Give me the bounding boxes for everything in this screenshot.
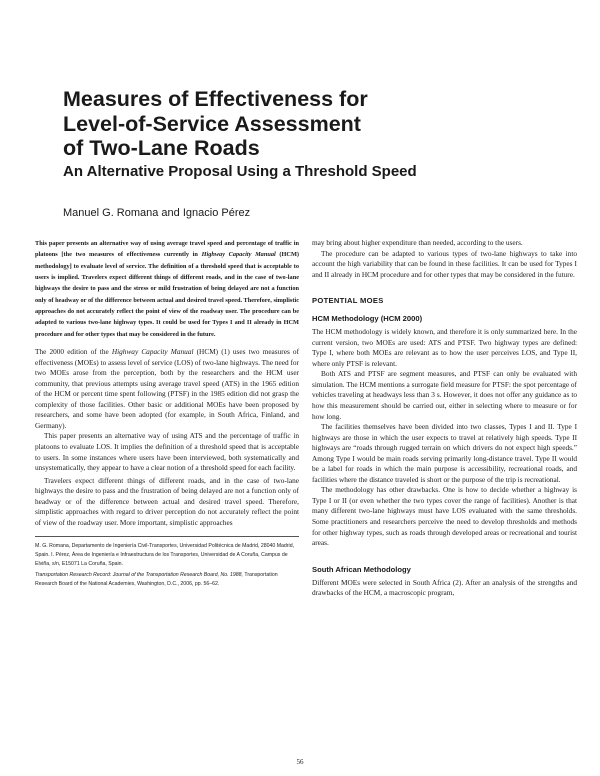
body-paragraph-4: may bring about higher expenditure than needed, according to the users.: [312, 238, 523, 247]
abstract-text-2: (HCM) methodology] to evaluate level of service. The definition of a threshold speed that is acceptable to users is implied. Travelers expect different things of different roads, and in the case of two-lane highways the desire to pass and the stress or mild frustration of being delayed are not a function only of headway or of the difference between actual and desired travel speed. Therefore, simplistic approaches do not accurately reflect the point of view of the roadway user. The procedure can be adapted to various two-lane highway types. It could be used for Types I and II already in HCM procedure and for other types that may be considered in the future.: [35, 251, 299, 338]
body-paragraph-6: The HCM methodology is widely known, and therefore it is only summarized here. In the current version, two MOEs are used: ATS and PTSF. Two highway types are defined: Type I, where both MOEs are relevant as to how the user perceives LOS, and Type II, where only PTSF is relevant.: [312, 327, 577, 368]
paragraph-1-text-1: The 2000 edition of the: [35, 347, 112, 357]
paragraph-1-italic: Highway Capacity Manual: [111, 347, 194, 357]
footnote-divider: [35, 536, 299, 537]
body-paragraph-3: Travelers expect different things of different roads, and in the case of two-lane highways the desire to pass and the frustration of being delayed are not a function only of headway or of the difference between actual and desired travel speed. Therefore, simplistic approaches with regard to driver perception do not accurately reflect the point of view of the roadway user. More important, simplistic approaches: [35, 475, 299, 527]
citation-text: Transportation Research Board of the National Academies, Washington, D.C., 2006, pp. 56–62.: [35, 572, 278, 587]
author-affiliations: M. G. Romana, Departamento de Ingeniería Civil-Transportes, Universidad Politécnica de Madrid, 28040 Madrid, Spain. I. Pérez, Área de Ingeniería e Infraestructura de los Transportes, Universidad de A Coruña, Campus de Elviña, s/n, E15071 La Coruña, Spain.: [35, 543, 295, 567]
subsection-heading-south-africa: South African Methodology: [312, 564, 411, 574]
body-paragraph-8: The facilities themselves have been divided into two classes, Types I and II. Type I highways are those in which the user expects to travel at relatively high speeds. Type II highways are “roads through rugged terrain on which drivers do not expect high speeds.” Among Type I would be main roads serving primarily long-distance travel. Type II would be a label for roads in which the main purpose is accessibility, recreational roads, and facilities where the distance traveled is short or the purpose of the trip is recreational.: [312, 422, 577, 484]
right-column: [312, 238, 577, 599]
abstract: [35, 238, 299, 340]
body-paragraph-5: The procedure can be adapted to various types of two-lane highways to take into account the high variability that can be found in these facilities. It can be used for Types I and II already in HCM procedure and for other types that may be considered in the future.: [312, 248, 577, 279]
paper-title: [63, 87, 483, 161]
body-paragraph-1: [35, 347, 299, 431]
page-number: 56: [296, 758, 304, 766]
paragraph-1-text-2: (HCM) (1) uses two measures of effectiveness (MOEs) to assess level of service (LOS) of two-lane highways. The need for two MOEs arose from the perception, both by the researchers and the HCM user community, that previous attempts using average travel speed (ATS) in the 1965 edition of the HCM or percent time spent following (PTSF) in the 1985 edition did not grasp the complexity of those facilities. Other basic or additional MOEs have been proposed by researchers, and some have been adopted (for example, in South Africa, Finland, and Germany).: [35, 347, 299, 430]
body-paragraph-2: This paper presents an alternative way of using ATS and the percentage of traffic in platoons to evaluate LOS. It implies the definition of a threshold speed that is acceptable to users. In some instances where users have been interviewed, both systematically and unsystematically, they appear to have a clear notion of a threshold speed for each facility.: [35, 431, 299, 473]
subsection-heading-hcm: HCM Methodology (HCM 2000): [312, 314, 423, 324]
body-paragraph-10: Different MOEs were selected in South Africa (2). After an analysis of the strengths and drawbacks of the HCM, a macroscopic program,: [312, 577, 577, 598]
title-line-3: of Two-Lane Roads: [63, 136, 260, 160]
body-paragraph-7: Both ATS and PTSF are segment measures, and PTSF can only be evaluated with simulation. The HCM mentions a surrogate field measure for PTSF: the spot percentage of vehicles traveling at headways less than 3 s. However, it does not offer any guidance as to how this measurement should be carried out, either in selecting where to measure or for how long.: [312, 369, 577, 421]
citation-note: [35, 571, 299, 588]
left-column: [35, 238, 299, 588]
body-paragraph-9: The methodology has other drawbacks. One is how to decide whether a highway is Type I or II (or even whether the two types cover the range of facilities). Another is that many different two-lane highways must have LOS evaluated with the same thresholds. Some practitioners and researchers perceive the need to develop thresholds and methods for other highway types, such as roads through developed areas or recreational and tourist areas.: [312, 485, 577, 548]
section-heading-potential-moes: POTENTIAL MOES: [312, 296, 384, 306]
abstract-text-1: This paper presents an alternative way of using average travel speed and percentage of traffic in platoons [the two measures of effectiveness currently in: [35, 240, 299, 259]
title-line-1: Measures of Effectiveness for: [63, 87, 368, 111]
abstract-italic: Highway Capacity Manual: [201, 251, 276, 259]
paper-subtitle: An Alternative Proposal Using a Threshold Speed: [63, 163, 417, 180]
author-list: Manuel G. Romana and Ignacio Pérez: [63, 207, 251, 219]
citation-journal: Transportation Research Record: Journal of the Transportation Research Board, No. 1988,: [35, 572, 243, 579]
title-line-2: Level-of-Service Assessment: [63, 111, 361, 136]
